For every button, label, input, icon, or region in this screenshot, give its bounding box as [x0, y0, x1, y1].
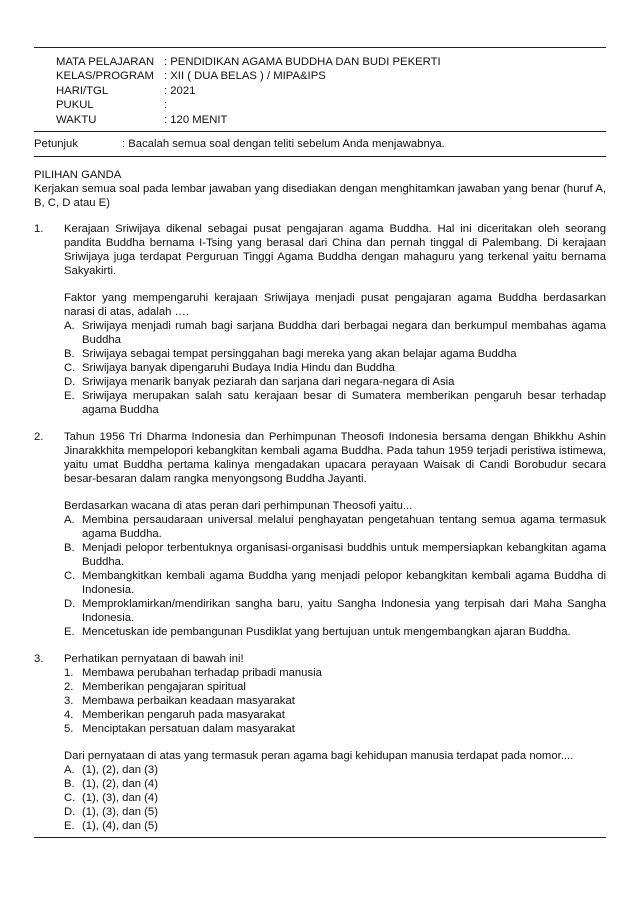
answer-option[interactable]: [64, 597, 606, 625]
statement-number: 2.: [64, 681, 74, 694]
statement-text: Memberikan pengajaran spiritual: [82, 681, 246, 694]
statement-item: [64, 666, 606, 680]
answer-option[interactable]: [64, 819, 606, 833]
exam-header: [34, 48, 606, 131]
option-text: Menjadi pelopor terbentuknya organisasi-organisasi buddhis untuk mempersiapkan kebangkitan agama Buddha.: [82, 542, 606, 569]
answer-option[interactable]: [64, 791, 606, 805]
header-row-date: [56, 84, 606, 98]
header-row-subject: [56, 55, 606, 69]
option-text: Mencetuskan ide pembangunan Pusdiklat yang bertujuan untuk mengembangkan ajaran Buddha.: [82, 626, 571, 639]
header-value: : PENDIDIKAN AGAMA BUDDHA DAN BUDI PEKERTI: [164, 56, 441, 68]
option-letter: D.: [64, 598, 76, 611]
option-letter: A.: [64, 320, 75, 333]
question-passage: Kerajaan Sriwijaya dikenal sebagai pusat pengajaran agama Buddha. Hal ini diceritakan oleh seorang pandita Buddha bernama I-Tsing yang berasal dari China dan pernah tinggal di Palembang. Di kerajaan Sriwijaya juga terdapat Perguruan Tinggi Agama Buddha dengan mahaguru yang terkenal yaitu bernama Sakyakirti.: [64, 223, 606, 278]
section-title: PILIHAN GANDA: [34, 169, 122, 182]
question-prompt: Faktor yang mempengaruhi kerajaan Sriwijaya menjadi pusat pengajaran agama Buddha berdasarkan narasi di atas, adalah ….: [64, 292, 606, 319]
section-intro: Kerjakan semua soal pada lembar jawaban yang disediakan dengan menghitamkan jawaban yang benar (huruf A, B, C, D atau E): [34, 183, 606, 210]
header-label: HARI/TGL: [56, 84, 109, 97]
option-letter: A.: [64, 514, 75, 527]
option-text: Sriwijaya sebagai tempat persinggahan bagi mereka yang akan belajar agama Buddha: [82, 348, 517, 361]
option-text: Membina persaudaraan universal melalui penghayatan pengetahuan tentang semua agama termasuk agama Buddha.: [82, 514, 606, 541]
instructions-text: : Bacalah semua soal dengan teliti sebelum Anda menjawabnya.: [122, 137, 445, 150]
option-letter: C.: [64, 570, 76, 583]
option-text: (1), (3), dan (4): [82, 792, 158, 805]
option-letter: B.: [64, 778, 75, 791]
option-text: Sriwijaya menarik banyak peziarah dan sarjana dari negara-negara di Asia: [82, 376, 455, 389]
header-label: MATA PELAJARAN: [56, 56, 155, 68]
answer-option[interactable]: [64, 389, 606, 417]
statement-item: [64, 680, 606, 694]
option-letter: D.: [64, 376, 76, 389]
statement-text: Menciptakan persatuan dalam masyarakat: [82, 723, 295, 736]
answer-option[interactable]: [64, 569, 606, 597]
answer-option[interactable]: [64, 347, 606, 361]
answer-option[interactable]: [64, 361, 606, 375]
statement-item: [64, 694, 606, 708]
answer-option[interactable]: [64, 777, 606, 791]
instructions-rule: [34, 156, 606, 157]
statement-text: Membawa perubahan terhadap pribadi manusia: [82, 667, 322, 680]
option-text: (1), (3), dan (5): [82, 806, 158, 819]
statement-number: 3.: [64, 695, 74, 708]
option-text: Memproklamirkan/mendirikan sangha baru, yaitu Sangha Indonesia yang terpisah dari Maha Sangha Indonesia.: [82, 598, 606, 625]
option-letter: E.: [64, 626, 75, 639]
answer-option[interactable]: [64, 375, 606, 389]
answer-option[interactable]: [64, 513, 606, 541]
option-letter: E.: [64, 390, 75, 403]
option-letter: C.: [64, 792, 76, 805]
statement-number: 5.: [64, 723, 74, 736]
header-rule: [34, 131, 606, 132]
header-label: KELAS/PROGRAM: [56, 70, 154, 83]
bottom-rule: [34, 837, 606, 838]
answer-option[interactable]: [64, 541, 606, 569]
question-number: 1.: [34, 223, 44, 236]
option-letter: C.: [64, 362, 76, 375]
question-passage: Tahun 1956 Tri Dharma Indonesia dan Perhimpunan Theosofi Indonesia bersama dengan Bhikkhu Ashin Jinarakkhita mempelopori kebangkitan kembali agama Buddha. Pada tahun 1959 terjadi peristiwa istimewa, yaitu umat Buddha pertama kalinya mengadakan upacara perayaan Waisak di Candi Borobudur secara besar-besaran dalam rangka menyongsong Buddha Jayanti.: [64, 431, 606, 486]
header-row-duration: [56, 113, 606, 127]
answer-option[interactable]: [64, 763, 606, 777]
option-text: Sriwijaya menjadi rumah bagi sarjana Buddha dari berbagai negara dan berkumpul membahas agama Buddha: [82, 320, 606, 347]
header-value: : 2021: [164, 84, 196, 97]
statement-item: [64, 722, 606, 736]
question-1: [34, 222, 606, 417]
answer-option[interactable]: [64, 805, 606, 819]
question-number: 2.: [34, 431, 44, 444]
option-text: Membangkitkan kembali agama Buddha yang menjadi pelopor kebangkitan kembali agama Buddha di Indonesia.: [82, 570, 606, 597]
header-row-time: [56, 98, 606, 112]
option-letter: E.: [64, 820, 75, 833]
option-letter: B.: [64, 542, 75, 555]
header-value: : XII ( DUA BELAS ) / MIPA&IPS: [164, 70, 326, 83]
header-value: :: [164, 99, 168, 112]
statement-text: Membawa perbaikan keadaan masyarakat: [82, 695, 295, 708]
answer-option[interactable]: [64, 319, 606, 347]
question-prompt: Berdasarkan wacana di atas peran dari perhimpunan Theosofi yaitu...: [64, 500, 413, 513]
answer-option[interactable]: [64, 625, 606, 639]
header-label: PUKUL: [56, 99, 94, 112]
statement-item: [64, 708, 606, 722]
question-number: 3.: [34, 653, 44, 666]
option-text: Sriwijaya banyak dipengaruhi Budaya India Hindu dan Buddha: [82, 362, 395, 375]
exam-page: [34, 47, 606, 838]
option-letter: D.: [64, 806, 76, 819]
header-row-class: [56, 69, 606, 83]
statement-number: 4.: [64, 709, 74, 722]
header-label: WAKTU: [56, 113, 97, 126]
instructions: [34, 137, 606, 156]
statement-number: 1.: [64, 667, 74, 680]
option-letter: B.: [64, 348, 75, 361]
header-value: : 120 MENIT: [164, 113, 228, 126]
statement-text: Memberikan pengaruh pada masyarakat: [82, 709, 285, 722]
question-3: [34, 652, 606, 833]
instructions-label: Petunjuk: [34, 137, 78, 150]
option-text: (1), (2), dan (4): [82, 778, 158, 791]
option-text: (1), (4), dan (5): [82, 820, 158, 833]
option-text: (1), (2), dan (3): [82, 764, 158, 777]
question-prompt: Dari pernyataan di atas yang termasuk peran agama bagi kehidupan manusia terdapat pada nomor....: [64, 750, 574, 763]
option-letter: A.: [64, 764, 75, 777]
question-2: [34, 430, 606, 639]
option-text: Sriwijaya merupakan salah satu kerajaan besar di Sumatera memberikan pengaruh besar terhadap agama Buddha: [82, 390, 606, 417]
question-lead: Perhatikan pernyataan di bawah ini!: [64, 653, 244, 666]
